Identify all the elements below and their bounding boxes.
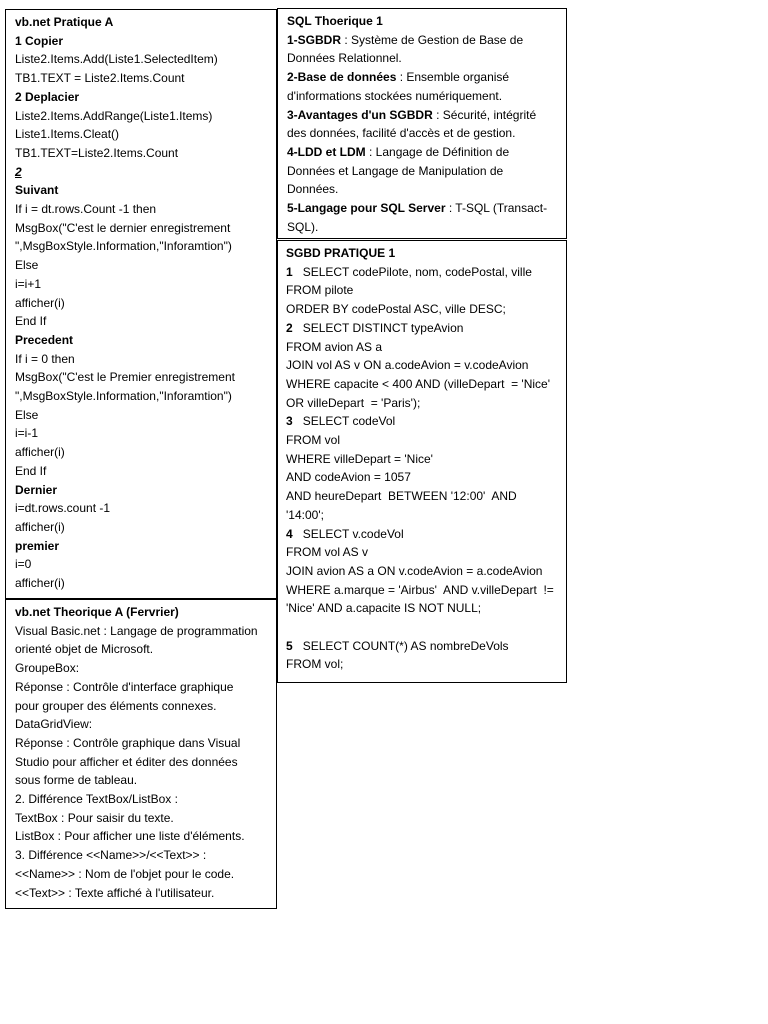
code-line: TB1.TEXT = Liste2.Items.Count	[15, 71, 185, 86]
q3-cont: des données, facilité d'accès et de gestion.	[287, 126, 516, 141]
sql-line: FROM vol AS v	[286, 545, 369, 560]
sql-line: JOIN avion AS a ON v.codeAvion = a.codeAvion	[286, 563, 543, 578]
q4-cont: Données.	[287, 182, 339, 197]
code-line: i=i+1	[15, 276, 42, 291]
code-line: End If	[15, 463, 47, 478]
premier-heading: premier	[15, 538, 60, 553]
text-line: <<Name>> : Nom de l'objet pour le code.	[15, 866, 235, 881]
query-number: 1	[286, 264, 293, 279]
sql-line: ORDER BY codePostal ASC, ville DESC;	[286, 302, 506, 317]
query-number: 2	[286, 320, 293, 335]
q3-text: : Sécurité, intégrité	[432, 107, 537, 122]
sql-line: FROM vol	[286, 433, 340, 448]
deplacer-heading: 2 Deplacier	[15, 89, 80, 104]
sql-line: SELECT codePilote, nom, codePostal, ville	[292, 264, 532, 279]
vb-pratique-box	[5, 9, 277, 599]
code-line: TB1.TEXT=Liste2.Items.Count	[15, 145, 179, 160]
section-2-heading: 2	[15, 164, 22, 179]
q1-label: 1-SGBDR	[287, 32, 342, 47]
text-line: sous forme de tableau.	[15, 773, 138, 788]
code-line: Else	[15, 258, 39, 273]
copier-heading: 1 Copier	[15, 33, 64, 48]
code-line: i=dt.rows.count -1	[15, 501, 111, 516]
text-line: pour grouper des éléments connexes.	[15, 698, 217, 713]
code-line: Else	[15, 407, 39, 422]
sql-line: FROM vol;	[286, 657, 344, 672]
code-line: If i = 0 then	[15, 351, 75, 366]
sql-line: SELECT v.codeVol	[292, 526, 404, 541]
code-line: afficher(i)	[15, 576, 65, 591]
code-line: MsgBox("C'est le dernier enregistrement	[15, 220, 231, 235]
text-line: Réponse : Contrôle graphique dans Visual	[15, 735, 241, 750]
sql-line: OR villeDepart = 'Paris');	[286, 395, 421, 410]
code-line: Liste2.Items.AddRange(Liste1.Items)	[15, 108, 213, 123]
text-line: TextBox : Pour saisir du texte.	[15, 810, 174, 825]
q5-label: 5-Langage pour SQL Server	[287, 201, 446, 216]
query-number: 4	[286, 526, 293, 541]
sql-line: 'Nice' AND a.capacite IS NOT NULL;	[286, 601, 482, 616]
code-line: afficher(i)	[15, 295, 65, 310]
query-number: 3	[286, 414, 293, 429]
vb-theorique-box	[5, 599, 277, 909]
q4-cont: Données et Langage de Manipulation de	[287, 163, 504, 178]
sql-line: FROM avion AS a	[286, 339, 383, 354]
sql-line: WHERE capacite < 400 AND (villeDepart = 'Nice'	[286, 376, 551, 391]
q1-cont: Données Relationnel.	[287, 51, 402, 66]
q2-cont: d'informations stockées numériquement.	[287, 88, 503, 103]
q4-label: 4-LDD et LDM	[287, 144, 366, 159]
sql-line: WHERE villeDepart = 'Nice'	[286, 451, 433, 466]
sql-line: SELECT COUNT(*) AS nombreDeVols	[292, 638, 509, 653]
text-line: GroupeBox:	[15, 661, 80, 676]
code-line: MsgBox("C'est le Premier enregistrement	[15, 370, 235, 385]
text-line: ListBox : Pour afficher une liste d'éléments.	[15, 829, 245, 844]
code-line: i=i-1	[15, 426, 39, 441]
q1-text: : Système de Gestion de Base de	[341, 32, 524, 47]
q5-text: : T-SQL (Transact-	[445, 201, 548, 216]
code-line: End If	[15, 314, 47, 329]
vb-theorique-title: vb.net Theorique A (Fervrier)	[15, 605, 179, 619]
q5-cont: SQL).	[287, 219, 319, 234]
text-line: orienté objet de Microsoft.	[15, 642, 154, 657]
vb-pratique-title: vb.net Pratique A	[15, 15, 114, 29]
blank-line	[286, 618, 558, 637]
code-line: afficher(i)	[15, 445, 65, 460]
q2-text: : Ensemble organisé	[396, 70, 510, 85]
text-line: DataGridView:	[15, 717, 93, 732]
text-line: 3. Différence <<Name>>/<<Text>> :	[15, 848, 207, 863]
sql-line: FROM pilote	[286, 283, 354, 298]
code-line: Liste2.Items.Add(Liste1.SelectedItem)	[15, 52, 218, 67]
code-line: ",MsgBoxStyle.Information,"Inforamtion")	[15, 239, 232, 254]
sql-theorique-title: SQL Thoerique 1	[287, 14, 383, 28]
sql-line: SELECT DISTINCT typeAvion	[292, 320, 464, 335]
query-number: 5	[286, 638, 293, 653]
sql-line: JOIN vol AS v ON a.codeAvion = v.codeAvion	[286, 358, 529, 373]
text-line: 2. Différence TextBox/ListBox :	[15, 792, 178, 807]
sql-line: '14:00';	[286, 507, 324, 522]
code-line: If i = dt.rows.Count -1 then	[15, 202, 157, 217]
sql-theorique-box	[277, 8, 567, 239]
code-line: i=0	[15, 557, 32, 572]
text-line: Visual Basic.net : Langage de programmation	[15, 623, 258, 638]
sql-line: AND codeAvion = 1057	[286, 470, 411, 485]
q3-label: 3-Avantages d'un SGBDR	[287, 107, 433, 122]
sql-line: SELECT codeVol	[292, 414, 396, 429]
text-line: Studio pour afficher et éditer des données	[15, 754, 238, 769]
precedent-heading: Precedent	[15, 332, 74, 347]
suivant-heading: Suivant	[15, 183, 59, 198]
sgbd-pratique-box	[277, 240, 567, 683]
sql-line: WHERE a.marque = 'Airbus' AND v.villeDepart !=	[286, 582, 554, 597]
q4-text: : Langage de Définition de	[365, 144, 510, 159]
code-line: afficher(i)	[15, 519, 65, 534]
text-line: Réponse : Contrôle d'interface graphique	[15, 679, 234, 694]
dernier-heading: Dernier	[15, 482, 58, 497]
code-line: ",MsgBoxStyle.Information,"Inforamtion")	[15, 389, 232, 404]
sgbd-pratique-title: SGBD PRATIQUE 1	[286, 246, 396, 260]
q2-label: 2-Base de données	[287, 70, 397, 85]
code-line: Liste1.Items.Cleat()	[15, 127, 120, 142]
text-line: <<Text>> : Texte affiché à l'utilisateur.	[15, 885, 215, 900]
sql-line: AND heureDepart BETWEEN '12:00' AND	[286, 489, 517, 504]
